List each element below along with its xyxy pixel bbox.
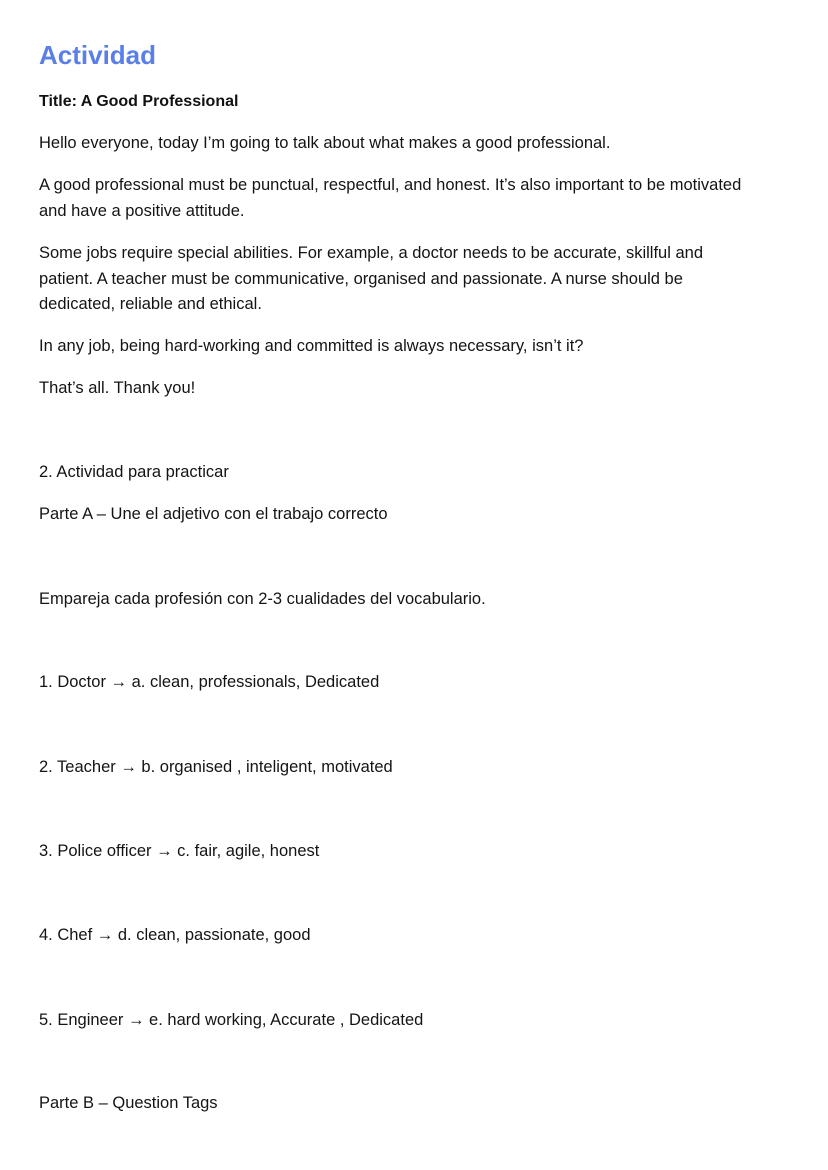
part-b-title: Parte B – Question Tags bbox=[39, 1094, 218, 1112]
speech-paragraph-abilities: Some jobs require special abilities. For example, a doctor needs to be accurate, skillful and patient. A teacher must be communicative, organised and passionate. A nurse should be dedicated, reliable and ethical. bbox=[39, 244, 704, 313]
speech-title: Title: A Good Professional bbox=[39, 93, 239, 110]
match-item-engineer: 5. Engineer → e. hard working, Accurate , Dedicated bbox=[39, 1011, 424, 1029]
match-item-doctor: 1. Doctor → a. clean, professionals, Dedicated bbox=[39, 673, 380, 691]
activity-instruction: Empareja cada profesión con 2-3 cualidades del vocabulario. bbox=[39, 590, 486, 608]
match-item-teacher: 2. Teacher → b. organised , inteligent, motivated bbox=[39, 758, 393, 776]
activity-section-title: 2. Actividad para practicar bbox=[39, 463, 229, 481]
page-heading: Actividad bbox=[39, 40, 157, 70]
match-item-chef: 4. Chef → d. clean, passionate, good bbox=[39, 926, 311, 944]
part-a-title: Parte A – Une el adjetivo con el trabajo correcto bbox=[39, 505, 388, 523]
speech-paragraph-question: In any job, being hard-working and committed is always necessary, isn’t it? bbox=[39, 337, 584, 355]
match-item-police-officer: 3. Police officer → c. fair, agile, honest bbox=[39, 842, 320, 860]
speech-paragraph-qualities: A good professional must be punctual, respectful, and honest. It’s also important to be motivated and have a positive attitude. bbox=[39, 176, 742, 220]
speech-paragraph-intro: Hello everyone, today I’m going to talk about what makes a good professional. bbox=[39, 134, 611, 152]
speech-paragraph-closing: That’s all. Thank you! bbox=[39, 379, 196, 397]
